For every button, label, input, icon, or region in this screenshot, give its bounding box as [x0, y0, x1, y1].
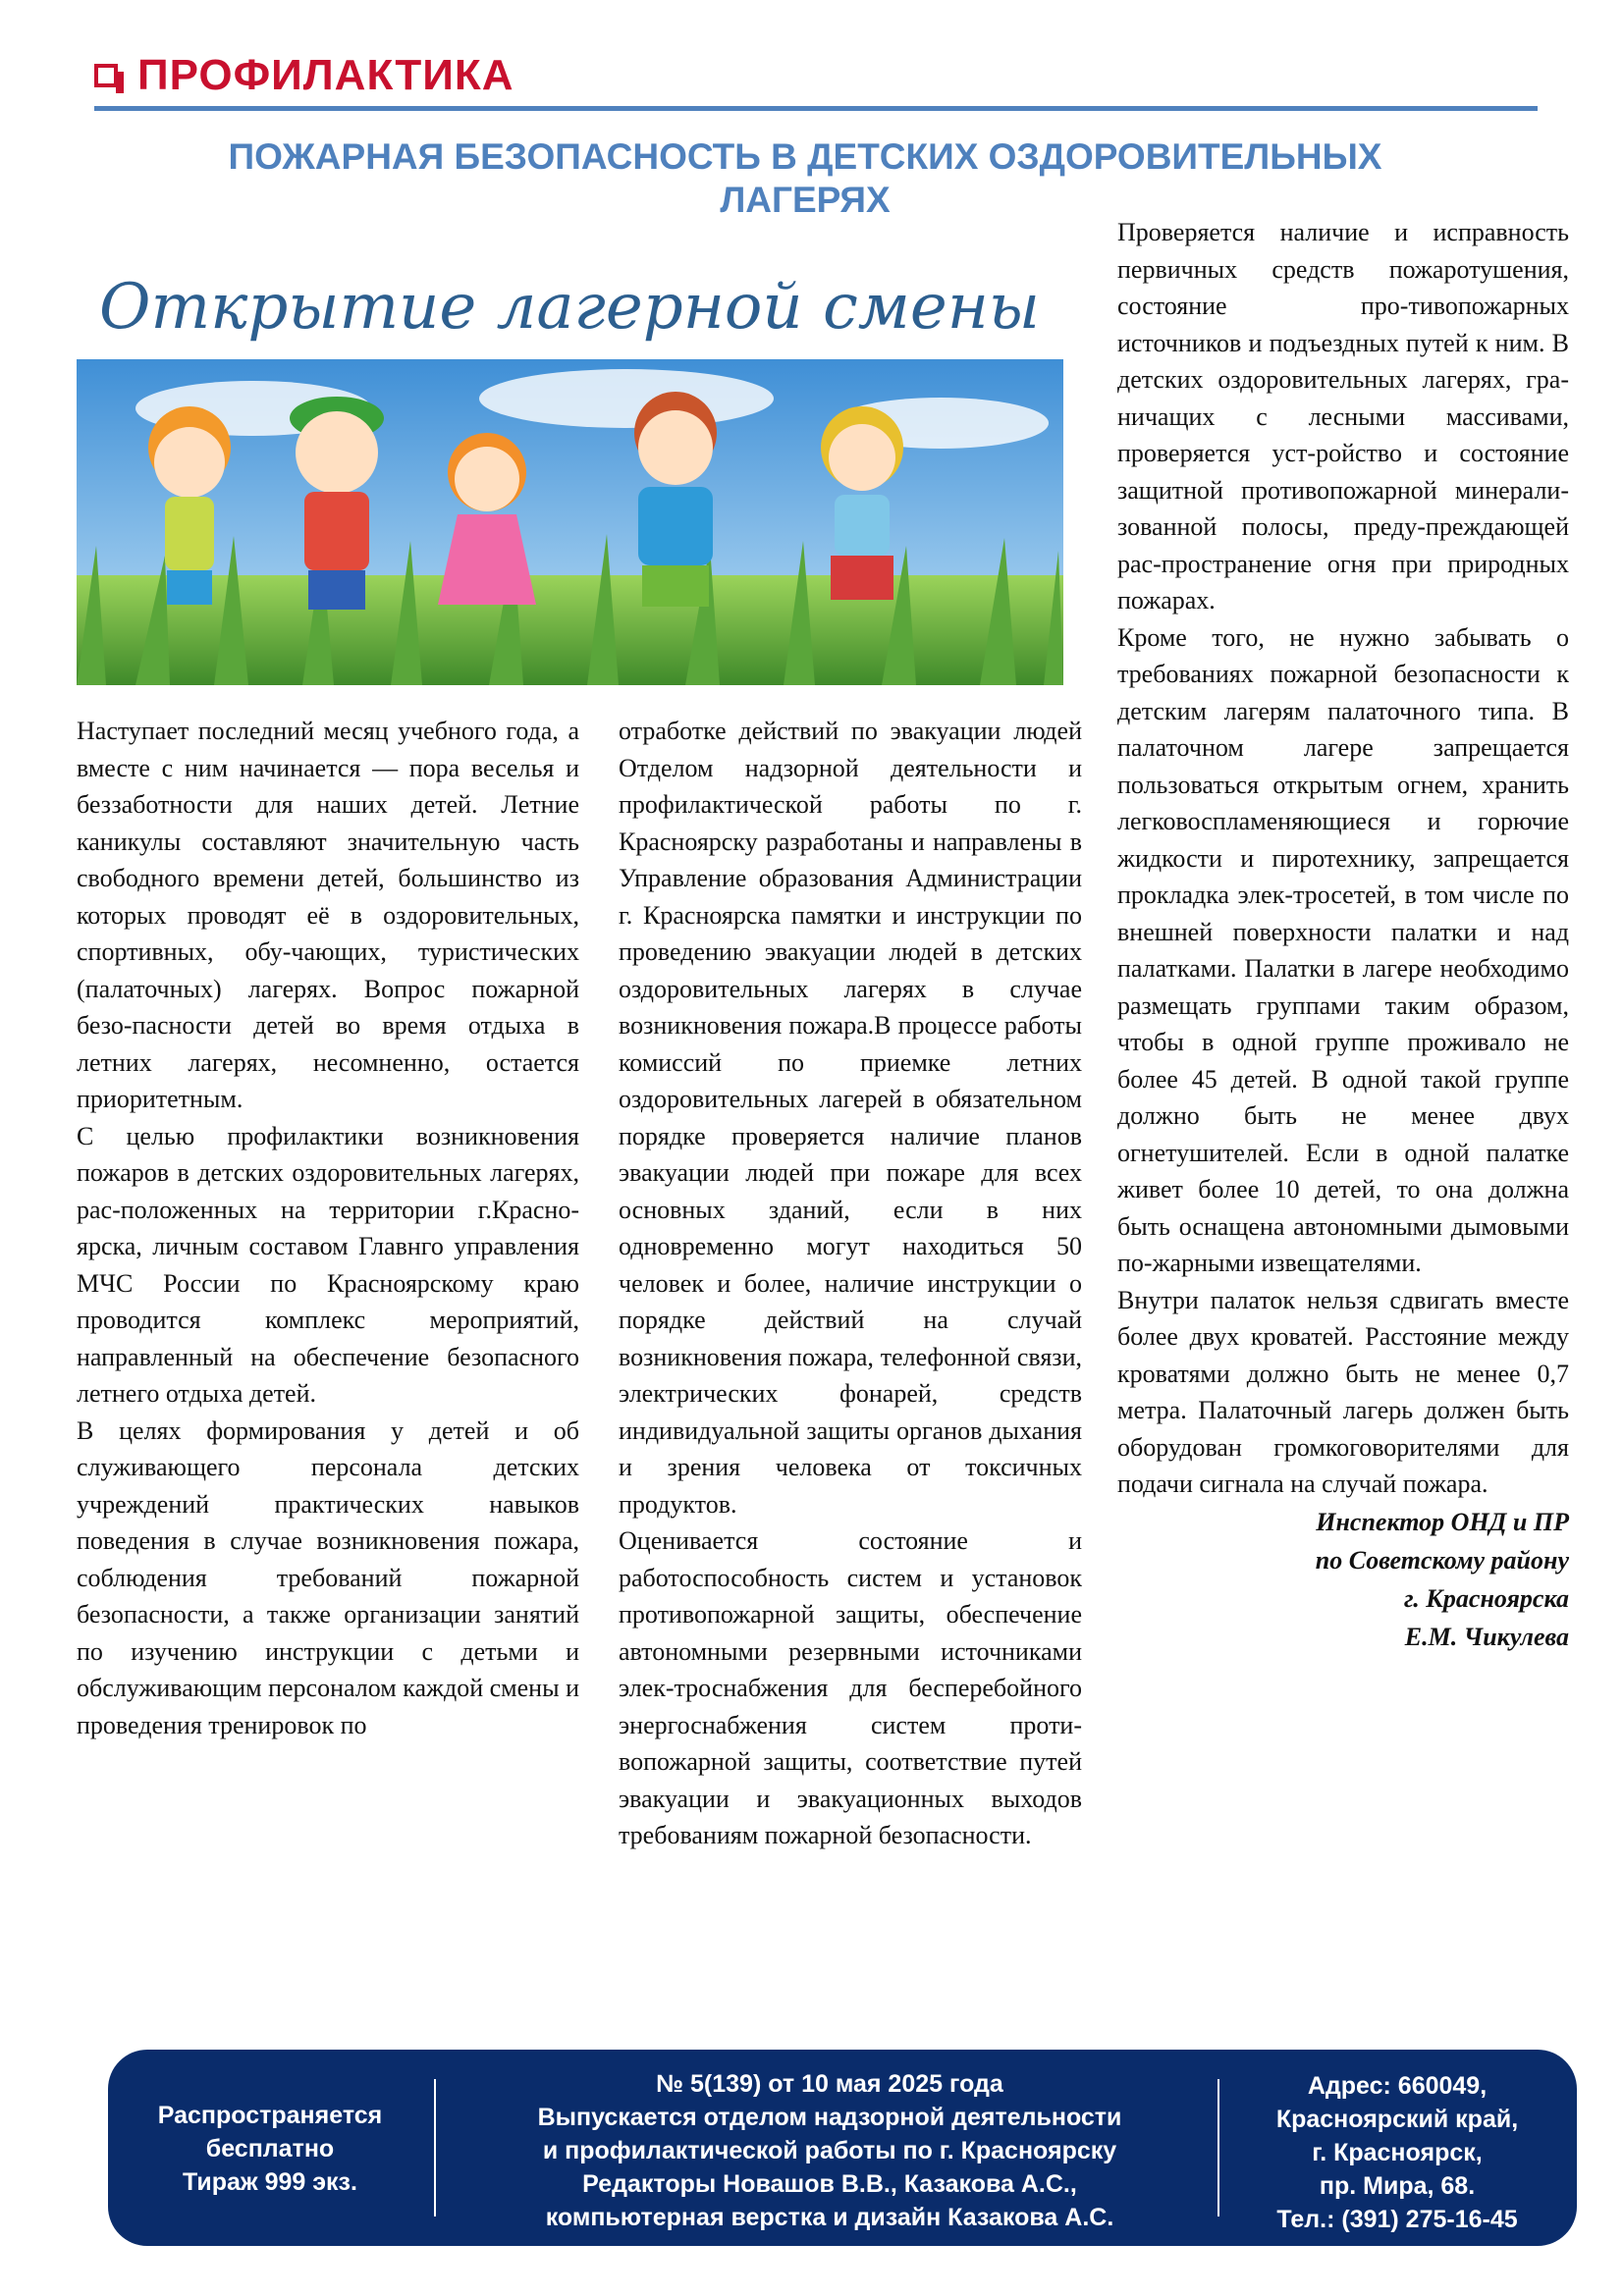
paragraph: Наступает последний месяц учебного года, а вместе с ним начинается — пора веселья и беззаботности для наших детей. Летние каникулы составляют значительную часть свободного времени детей, большинство из которых проводят её в оздоровительных, спортивных, обу-чающих, туристических (палаточных) лагерях. Вопрос пожарной безо-пасности детей во время отдыха в летних лагерях, несомненно, остается приоритетным. — [77, 717, 579, 1113]
footer-line: Выпускается отделом надзорной деятельности — [537, 2104, 1122, 2131]
checkbox-bullet-icon — [94, 64, 118, 87]
section-header — [94, 51, 514, 100]
footer-line: Красноярский край, — [1275, 2106, 1519, 2133]
footer-line: Распространяется — [157, 2102, 383, 2129]
signature-line: Инспектор ОНД и ПР — [1316, 1507, 1569, 1536]
banner-svg — [77, 251, 1063, 685]
paragraph: Проверяется наличие и исправность первичных средств пожаротушения, состояние про-тивопожарных источников и подъездных путей к ним. В детских оздоровительных лагерях, гра-ничащих с лесными массивами, проверяется уст-ройство и состояние защитной противопожарной минерали-зованной полосы, преду-преждающей рас-пространение огня при природных пожарах. — [1117, 218, 1569, 614]
article-column-3 — [1117, 214, 1569, 1656]
paragraph: В целях формирования у детей и об служивающего персонала детских учреждений практических навыков поведения в случае возникновения пожара, соблюдения требований пожарной безопасности, а также организации занятий по изучению инструкции с детьми и обслуживающим персоналом каждой смены и проведения тренировок по — [77, 1415, 579, 1739]
footer-line: и профилактической работы по г. Красноярску — [542, 2137, 1117, 2164]
footer-line: компьютерная верстка и дизайн Казакова А.С. — [545, 2204, 1114, 2231]
footer-line: пр. Мира, 68. — [1319, 2172, 1476, 2200]
paragraph: отработке действий по эвакуации людей Отделом надзорной деятельности и профилактической работы по г. Красноярску разработаны и направлены в Управление образования Администрации г. Красноярска памятки и инструкции по проведению эвакуации людей в детских оздоровительных лагерях в случае возникновения пожара.В процессе работы комиссий по приемке летних оздоровительных лагерей в обязательном порядке проверяется наличие планов эвакуации людей при пожаре для всех основных зданий, если в них одновременно могут находиться 50 человек и более, наличие инструкции о порядке действий на случай возникновения пожара, телефонной связи, электрических фонарей, средств индивидуальной защиты органов дыхания и зрения человека от токсичных продуктов. — [619, 717, 1082, 1519]
footer-address — [1217, 2069, 1577, 2236]
signature-line: г. Красноярска — [1404, 1583, 1569, 1613]
banner-illustration — [77, 251, 1063, 685]
cloud — [479, 369, 774, 428]
footer-line: Редакторы Новашов В.В., Казакова А.С., — [582, 2170, 1077, 2198]
footer-line: г. Красноярск, — [1312, 2139, 1483, 2166]
headline-line-1: ПОЖАРНАЯ БЕЗОПАСНОСТЬ В ДЕТСКИХ ОЗДОРОВИТЕЛЬНЫХ — [228, 136, 1382, 177]
footer-line: Тираж 999 экз. — [183, 2168, 357, 2196]
header-rule — [94, 106, 1538, 111]
footer-distribution — [108, 2099, 432, 2199]
footer-publisher — [437, 2067, 1222, 2234]
author-signature — [1117, 1503, 1569, 1656]
signature-line: по Советскому району — [1315, 1545, 1569, 1575]
footer-line: Тел.: (391) 275-16-45 — [1276, 2206, 1518, 2233]
footer-line: Адрес: 660049, — [1307, 2072, 1488, 2100]
paragraph: С целью профилактики возникновения пожаров в детских оздоровительных лагерях, рас-положенных на территории г.Красно-ярска, личным составом Главнго управления МЧС России по Красноярскому краю проводится комплекс мероприятий, направленный на обеспечение безопасного летнего отдыха детей. — [77, 1121, 579, 1408]
footer-divider — [434, 2079, 436, 2216]
article-headline — [147, 135, 1463, 222]
footer-line: № 5(139) от 10 мая 2025 года — [656, 2070, 1003, 2098]
child-figure — [634, 392, 717, 607]
footer-line: бесплатно — [205, 2135, 335, 2163]
signature-line: Е.М. Чикулева — [1404, 1622, 1569, 1651]
article-column-1 — [77, 713, 579, 1743]
article-column-2 — [619, 713, 1082, 1854]
paragraph: Внутри палаток нельзя сдвигать вместе более двух кроватей. Расстояние между кроватями должно быть не менее 0,7 метра. Палаточный лагерь должен быть оборудован громкоговорителями для подачи сигнала на случай пожара. — [1117, 1285, 1569, 1498]
paragraph: Кроме того, не нужно забывать о требованиях пожарной безопасности к детским лагерям палаточного типа. В палаточном лагере запрещается пользоваться открытым огнем, хранить легковоспламеняющиеся и горючие жидкости и пиротехнику, запрещается прокладка элек-тросетей, в том числе по внешней поверхности палатки и над палатками. Палатки в лагере необходимо размещать группами таким образом, чтобы в одной группе проживало не более 45 детей. В одной такой группе должно быть не менее двух огнетушителей. Если в одной палатке живет более 10 детей, то она должна быть оснащена автономными дымовыми по-жарными извещателями. — [1117, 622, 1569, 1277]
section-label: ПРОФИЛАКТИКА — [137, 51, 514, 99]
footer-panel — [108, 2050, 1577, 2246]
headline-line-2: ЛАГЕРЯХ — [720, 180, 891, 220]
banner-title: Открытие лагерной смены — [99, 271, 1040, 344]
paragraph: Оценивается состояние и работоспособность систем и установок противопожарной защиты, обеспечение автономными резервными источниками элек-троснабжения для бесперебойного энергоснабжения систем проти-вопожарной защиты, соответствие путей эвакуации и эвакуационных выходов требованиям пожарной безопасности. — [619, 1526, 1082, 1849]
